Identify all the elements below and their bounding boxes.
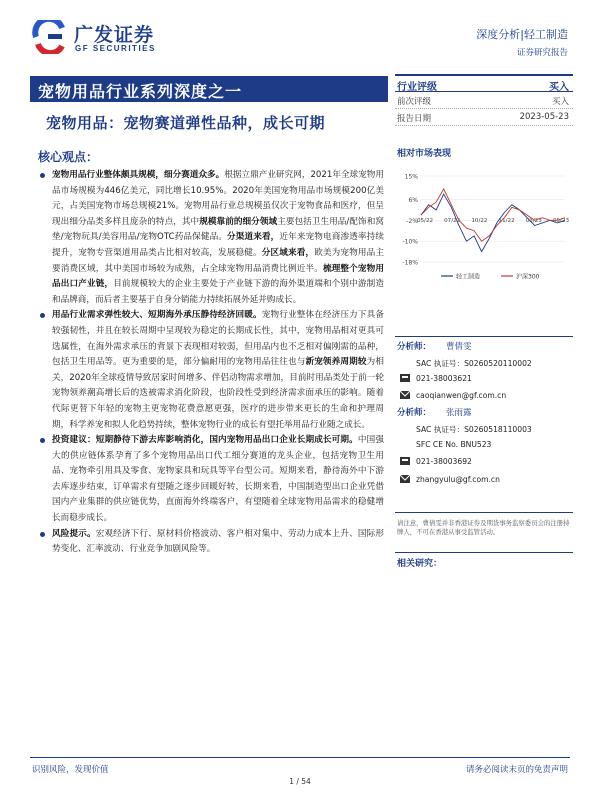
series-line-0 <box>421 194 565 251</box>
page-number: 1 / 54 <box>289 777 311 786</box>
footer-slogan: 识别风险，发现价值 <box>32 765 109 775</box>
x-tick-label: 05/23 <box>552 218 570 225</box>
report-subtitle: 宠物用品：宠物赛道弹性品种，成长可期 <box>46 114 326 132</box>
bullet-icon <box>40 532 45 537</box>
rating-label: 行业评级 <box>397 82 437 93</box>
market-performance-chart <box>397 170 573 282</box>
title-band <box>30 76 388 102</box>
previous-rating-row <box>395 92 573 109</box>
analyst-label: 分析师： <box>397 342 432 352</box>
rating-box <box>395 74 573 126</box>
report-category: 深度分析|轻工制造 <box>476 28 568 41</box>
legend-label: 轻工制造 <box>456 273 481 281</box>
analyst-2-name: 张雨露 <box>446 408 472 418</box>
phone-icon <box>399 456 411 466</box>
x-tick-label: 11/22 <box>498 218 515 225</box>
analyst-2-phone: 021-38003692 <box>416 457 472 466</box>
x-tick-label: 07/22 <box>444 218 461 225</box>
analyst-divider <box>395 336 573 337</box>
report-type: 证券研究报告 <box>516 48 568 58</box>
x-tick-label: 05/22 <box>416 218 434 225</box>
core-point: 用品行业需求弹性较大、短期海外承压静待经济回暖。宠物行业整体在经济压力下具备较强韧性，并且在较长周期中呈现较为稳定的长期成长性，其中，宠物用品相对更具可选属性，在海外需求承压的背景下表现相对较弱，但用品内也不乏相对偏刚需的品种，包括卫生用品等。更为重要的是，部分偏耐用的宠物用品往往也与新宠领养周期较为相关，2020年全球疫情导致居家时间增多、伴侣动物需求增加，目前时用品类处于前一轮宠物领养潮高增长后的迭被需求消化阶段，也阶段性受到经济需求面承压的影响。随着代际更替下年轻的宠物主更宠物花费意愿更强，医疗的进步带来更长的生命和护理周期，科学养宠和拟人化趋势持续，整体宠物行业的成长有望托举用品行业随之成长。 <box>38 308 384 433</box>
license-note: 请注意，曹倩雯并非香港证券及期货事务监察委员会的注册持牌人，不可在香港从事受监管活动。 <box>397 519 570 536</box>
logo-text-en: GF SECURITIES <box>75 44 156 53</box>
footer-divider <box>30 757 570 758</box>
core-points-body <box>38 168 384 558</box>
core-point: 宠物用品行业整体颇具规模，细分赛道众多。根据立鼎产业研究网，2021年全球宠物用品市场规模为446亿美元，同比增长10.95%。2020年美国宠物用品市场规模200亿美元，占美国宠物市场总规模21%。宠物用品行业总规模虽仅次于宠物食品和医疗，但呈现出细分品类多样且庞杂的特点，其中规模靠前的细分领域主要包括卫生用品/配饰和窝垫/宠物玩具/美容用品/宠物OTC药品保健品。分渠道来看，近年来宠物电商渗透率持续提升，宠物专营渠道用品类占比相对较高，发展稳健。分区域来看，欧美为宠物用品主要消费区域，其中美国市场较为成熟，占全球宠物用品消费比例近半。梳理整个宠物用品出口产业链，目前规模较大的企业主要处于产业链下游的海外渠道端和个别中游制造和品牌商，而后者主要基于自身分销能力持续拓展外延并购成长。 <box>38 168 384 308</box>
gf-logo <box>32 20 182 54</box>
report-date-row <box>395 109 573 126</box>
report-title: 宠物用品行业系列深度之一 <box>38 82 243 101</box>
legend-label: 沪深300 <box>516 273 540 281</box>
report-date-label: 报告日期 <box>397 114 432 124</box>
y-tick-label: -2% <box>406 217 418 225</box>
analyst-1-email[interactable]: caoqianwen@gf.com.cn <box>416 391 507 400</box>
note-divider <box>395 512 573 513</box>
x-tick-label: 10/22 <box>471 218 488 225</box>
analyst-2-email[interactable]: zhangyulu@gf.com.cn <box>416 475 500 484</box>
gf-logo-icon <box>32 20 70 54</box>
rating-header <box>395 74 573 92</box>
analyst-2-sfc: SFC CE No. BNU523 <box>416 440 492 449</box>
rating-value: 买入 <box>549 82 569 93</box>
previous-rating-value: 买入 <box>551 97 569 107</box>
related-divider <box>395 552 573 553</box>
core-point: 投资建议：短期静待下游去库影响消化，国内宠物用品出口企业长期成长可期。中国强大的供应链体系孕育了多个宠物用品出口代工细分赛道的龙头企业，包括宠物卫生用品、宠物牵引用具及零食、宠物家具和玩具等平台型公司。短期来看，静待海外中下游去库逐步结束，订单需求有望随之逐步回暖好转，长期来看，中国制造型出口企业凭借国内产业集群的供应链优势，直面海外终端客户，有望随着全球宠物用品需求的稳健增长而稳步成长。 <box>38 433 384 527</box>
bullet-icon <box>40 313 45 318</box>
y-tick-label: 15% <box>404 173 418 181</box>
footer-disclaimer: 请务必阅读末页的免责声明 <box>465 765 568 775</box>
core-points-heading: 核心观点： <box>38 150 99 164</box>
logo-text-cn: 广发证券 <box>74 24 155 46</box>
y-tick-label: -18% <box>402 259 418 267</box>
related-research-title: 相关研究： <box>397 559 443 569</box>
previous-rating-label: 前次评级 <box>397 97 432 107</box>
email-icon <box>399 474 411 484</box>
core-point: 风险提示。宏观经济下行、原材料价格波动、客户相对集中、劳动力成本上升、国际形势变化、汇率波动、行业竞争加剧风险等。 <box>38 527 384 558</box>
y-tick-label: -10% <box>402 238 418 246</box>
email-icon <box>399 390 411 400</box>
analyst-1-name: 曹倩雯 <box>446 342 472 352</box>
analyst-1-sac: SAC 执证号：S0260520110002 <box>416 359 532 368</box>
x-tick-label: 03/23 <box>525 218 542 225</box>
bullet-icon <box>40 438 45 443</box>
phone-icon <box>399 373 411 383</box>
page-header <box>0 0 600 62</box>
analyst-1-phone: 021-38003621 <box>416 374 472 383</box>
market-performance-title: 相对市场表现 <box>397 149 452 159</box>
analyst-label-2: 分析师： <box>397 408 432 418</box>
y-tick-label: 6% <box>408 196 418 204</box>
report-date-value: 2023-05-23 <box>519 112 569 122</box>
bullet-icon <box>40 173 45 178</box>
analyst-2-sac: SAC 执证号：S0260518110003 <box>416 425 532 434</box>
